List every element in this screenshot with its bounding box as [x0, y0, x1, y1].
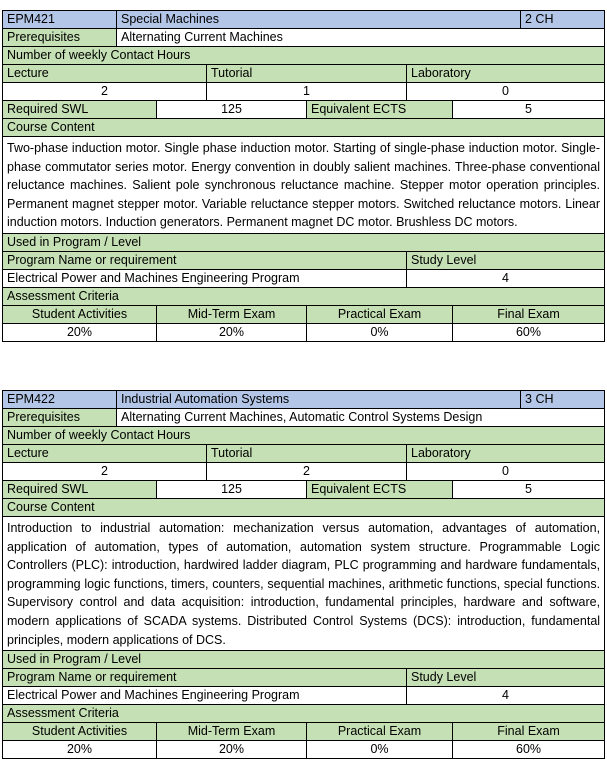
midterm-exam-label: Mid-Term Exam — [157, 723, 307, 741]
required-swl-value: 125 — [157, 101, 307, 119]
equivalent-ects-value: 5 — [453, 481, 605, 499]
lecture-label: Lecture — [3, 445, 207, 463]
course-content-label: Course Content — [3, 499, 605, 517]
program-name-label: Program Name or requirement — [3, 669, 407, 687]
required-swl-label: Required SWL — [3, 101, 157, 119]
lecture-hours: 2 — [3, 463, 207, 481]
equivalent-ects-label: Equivalent ECTS — [307, 481, 453, 499]
laboratory-hours: 0 — [407, 463, 605, 481]
course-code: EPM422 — [3, 391, 117, 409]
midterm-exam-label: Mid-Term Exam — [157, 305, 307, 323]
course-header-row — [3, 11, 605, 29]
equivalent-ects-label: Equivalent ECTS — [307, 101, 453, 119]
used-in-program-label: Used in Program / Level — [3, 233, 605, 251]
course-table-epm421 — [2, 10, 604, 342]
prerequisites-row — [3, 409, 605, 427]
final-exam-value: 60% — [453, 323, 605, 341]
program-name-value: Electrical Power and Machines Engineering Program — [3, 687, 407, 705]
student-activities-label: Student Activities — [3, 305, 157, 323]
course-title: Special Machines — [117, 11, 521, 29]
laboratory-label: Laboratory — [407, 445, 605, 463]
prerequisites-value: Alternating Current Machines — [117, 29, 605, 47]
tutorial-label: Tutorial — [207, 445, 407, 463]
contact-hours-label: Number of weekly Contact Hours — [3, 427, 605, 445]
study-level-value: 4 — [407, 269, 605, 287]
lecture-hours: 2 — [3, 83, 207, 101]
course-title: Industrial Automation Systems — [117, 391, 521, 409]
course-content-label: Course Content — [3, 119, 605, 137]
midterm-exam-value: 20% — [157, 323, 307, 341]
prerequisites-label: Prerequisites — [3, 29, 117, 47]
assessment-criteria-label: Assessment Criteria — [3, 705, 605, 723]
program-name-label: Program Name or requirement — [3, 251, 407, 269]
practical-exam-label: Practical Exam — [307, 723, 453, 741]
prerequisites-label: Prerequisites — [3, 409, 117, 427]
practical-exam-label: Practical Exam — [307, 305, 453, 323]
course-content-text: Two-phase induction motor. Single phase induction motor. Starting of single-phase induction motor. Single-phase commutator series motor. Energy convention in doubly salient machines. Three-phase conventional reluctance machines. Salient pole synchronous reluctance machine. Stepper motor operation principles. Permanent magnet stepper motor. Variable reluctance stepper motors. Switched reluctance motors. Linear induction motors. Induction generators. Permanent magnet DC motor. Brushless DC motors. — [3, 137, 605, 234]
tutorial-label: Tutorial — [207, 65, 407, 83]
tutorial-hours: 1 — [207, 83, 407, 101]
study-level-value: 4 — [407, 687, 605, 705]
midterm-exam-value: 20% — [157, 741, 307, 759]
final-exam-value: 60% — [453, 741, 605, 759]
student-activities-label: Student Activities — [3, 723, 157, 741]
course-table-epm422 — [2, 390, 604, 759]
program-name-value: Electrical Power and Machines Engineering Program — [3, 269, 407, 287]
practical-exam-value: 0% — [307, 323, 453, 341]
prerequisites-value: Alternating Current Machines, Automatic Control Systems Design — [117, 409, 605, 427]
final-exam-label: Final Exam — [453, 723, 605, 741]
tutorial-hours: 2 — [207, 463, 407, 481]
lecture-label: Lecture — [3, 65, 207, 83]
final-exam-label: Final Exam — [453, 305, 605, 323]
course-code: EPM421 — [3, 11, 117, 29]
required-swl-label: Required SWL — [3, 481, 157, 499]
course-content-text: Introduction to industrial automation: mechanization versus automation, advantages of automation, application of automation, types of automation, automation system structure. Programmable Logic Controllers (PLC): introduction, hardwired ladder diagram, PLC programming and hardware fundamentals, programming logic functions, timers, counters, sequential machines, arithmetic functions, special functions. Supervisory control and data acquisition: introduction, fundamental principles, hardware and software, modern applications of SCADA systems. Distributed Control Systems (DCS): introduction, fundamental principles, modern applications of DCS. — [3, 517, 605, 651]
student-activities-value: 20% — [3, 323, 157, 341]
required-swl-value: 125 — [157, 481, 307, 499]
equivalent-ects-value: 5 — [453, 101, 605, 119]
used-in-program-label: Used in Program / Level — [3, 651, 605, 669]
course-header-row — [3, 391, 605, 409]
credit-hours: 2 CH — [521, 11, 605, 29]
practical-exam-value: 0% — [307, 741, 453, 759]
study-level-label: Study Level — [407, 669, 605, 687]
assessment-criteria-label: Assessment Criteria — [3, 287, 605, 305]
study-level-label: Study Level — [407, 251, 605, 269]
laboratory-label: Laboratory — [407, 65, 605, 83]
contact-hours-label: Number of weekly Contact Hours — [3, 47, 605, 65]
student-activities-value: 20% — [3, 741, 157, 759]
prerequisites-row — [3, 29, 605, 47]
credit-hours: 3 CH — [521, 391, 605, 409]
laboratory-hours: 0 — [407, 83, 605, 101]
